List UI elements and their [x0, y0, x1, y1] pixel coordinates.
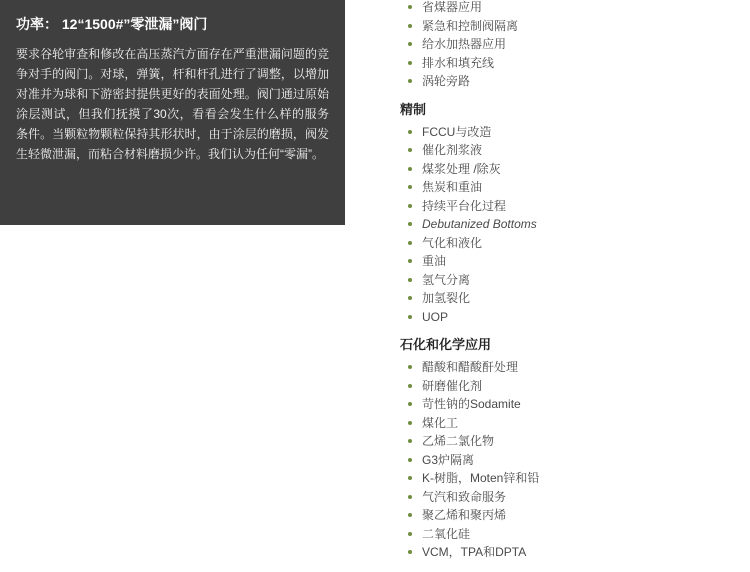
list-item: 重油	[400, 252, 740, 271]
list-item: 煤浆处理 /除灰	[400, 160, 740, 179]
list-item: 聚乙烯和聚丙烯	[400, 506, 740, 525]
list-item: 气化和液化	[400, 234, 740, 253]
list-item: 涡轮旁路	[400, 72, 740, 91]
list-item: 加氢裂化	[400, 289, 740, 308]
bullet-list	[400, 0, 740, 91]
list-item: 煤化工	[400, 414, 740, 433]
list-item: 给水加热器应用	[400, 35, 740, 54]
list-item: 苛性钠的Sodamite	[400, 395, 740, 414]
list-item: 二氧化硅	[400, 525, 740, 544]
list-item: 紧急和控制阀隔离	[400, 17, 740, 36]
section-petrochemical	[400, 336, 740, 562]
list-item: 乙烯二氯化物	[400, 432, 740, 451]
highlight-panel	[0, 0, 345, 225]
list-item: 研磨催化剂	[400, 377, 740, 396]
list-item: 省煤器应用	[400, 0, 740, 17]
list-item: UOP	[400, 308, 740, 327]
bullet-list	[400, 358, 740, 562]
list-item: Debutanized Bottoms	[400, 215, 740, 234]
list-item: 排水和填充线	[400, 54, 740, 73]
section-heading-refining: 精制	[400, 101, 427, 117]
list-item: 氢气分离	[400, 271, 740, 290]
section-applications	[400, 0, 740, 91]
panel-body-text: 要求谷轮审查和修改在高压蒸汽方面存在严重泄漏问题的竞争对手的阀门。对球，弹簧，杆和杆孔进行了调整，以增加对准并为球和下游密封提供更好的表面处理。阀门通过原始涂层测试，但我们抚摸了30次，看看会发生什么样的服务条件。当颗粒物颗粒保持其形状时，由于涂层的磨损，阀发生轻微泄漏，而粘合材料磨损少许。我们认为任何“零漏”。	[16, 47, 329, 161]
bullet-list	[400, 123, 740, 327]
list-item: VCM，TPA和DPTA	[400, 543, 740, 562]
panel-title: 功率： 12“1500#”零泄漏”阀门	[16, 16, 208, 32]
section-heading-petrochemical: 石化和化学应用	[400, 337, 492, 352]
list-item: 持续平台化过程	[400, 197, 740, 216]
list-item: 气汽和致命服务	[400, 488, 740, 507]
list-item: 催化剂浆液	[400, 141, 740, 160]
list-item: K-树脂，Moten锌和铅	[400, 469, 740, 488]
list-item: FCCU与改造	[400, 123, 740, 142]
section-refining	[400, 101, 740, 327]
right-column	[400, 0, 740, 572]
list-item: G3炉隔离	[400, 451, 740, 470]
list-item: 焦炭和重油	[400, 178, 740, 197]
list-item: 醋酸和醋酸酐处理	[400, 358, 740, 377]
